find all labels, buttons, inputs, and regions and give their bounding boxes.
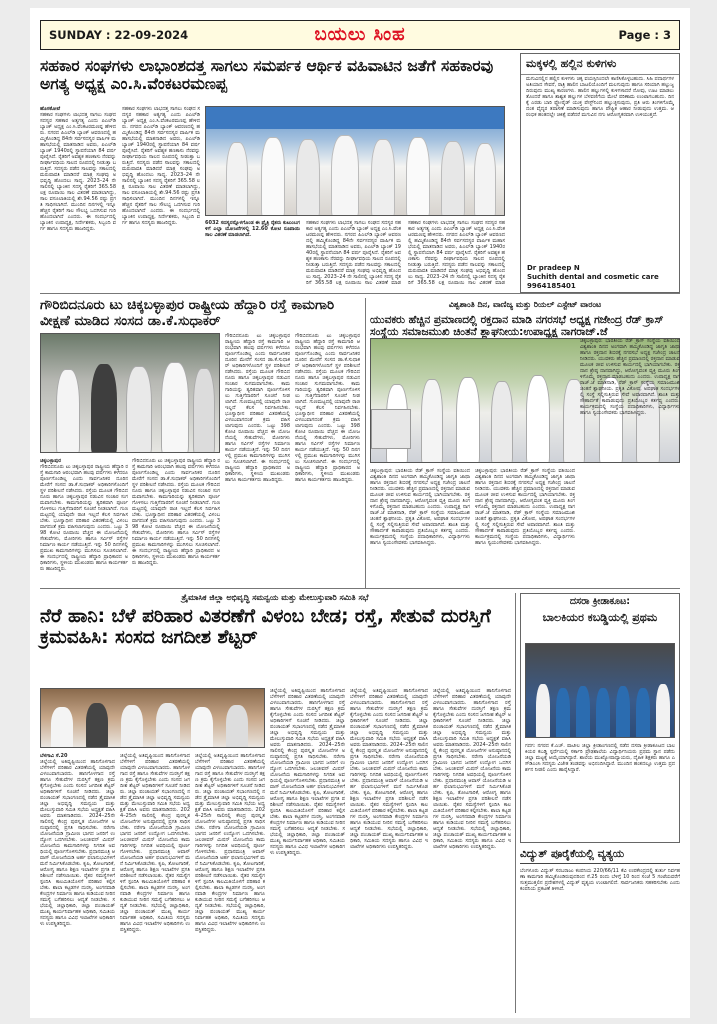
- story1-body-continued: ಸಹಕಾರ ಸಂಘಗಳು ಲಾಭದತ್ತ ಸಾಗಲು ಸಂಘದ ಸದಸ್ಯರ ಸಹಕಾರ ಅತ್ಯಗತ್ಯ ಎಂದು ಪಿಎಲ್‌ಡಿ ಬ್ಯಾಂಕ್ ಅಧ್ಯಕ್ಷ ಎಂ.ಸಿ.ವೆಂಕಟರಮಣಪ್ಪ ಹೇಳಿದರು. ನಗರದ ಪಿಎಲ್‌ಡಿ ಬ್ಯಾಂಕ್ ಆವರಣದಲ್ಲಿ ಹಮ್ಮಿಕೊಂಡಿದ್ದ 84ನೇ ಸರ್ವಸದಸ್ಯರ ವಾರ್ಷಿಕ ಮಹಾಸಭೆಯಲ್ಲಿ ಮಾತನಾಡಿದ ಅವರು, ಪಿಎಲ್‌ಡಿ ಬ್ಯಾಂಕ್ 1940ರಲ್ಲಿ ಸ್ಥಾಪನೆಯಾಗಿ 84 ವರ್ಷ ಪೂರೈಸಿದೆ. ರೈತರಿಗೆ ಅವಶ್ಯಕ ಹಣಕಾಸು ನೆರವನ್ನು ದೀರ್ಘಾವಧಿಯ ಸಾಲದ ರೂಪದಲ್ಲಿ ನೀಡುತ್ತಾ ಬರುತ್ತಿದೆ. ಸದಸ್ಯರು ಪಡೆದ ಸಾಲವನ್ನು ಸಕಾಲದಲ್ಲಿ ಮರುಪಾವತಿ ಮಾಡಿದರೆ ಮಾತ್ರ ಸಂಘವು ಅಭಿವೃದ್ಧಿ ಹೊಂದಲು ಸಾಧ್ಯ. 2023–24 ನೇ ಸಾಲಿನಲ್ಲಿ ಬ್ಯಾಂಕಿನ ಸದಸ್ಯ ರೈತರಿಗೆ 365.58 ಲಕ್ಷ ರೂಪಾಯಿ ಸಾಲ ವಿತರಣೆ ಮಾಡಲಾಗಿದ್ದು, ಸಾಲ ವಸೂಲಾತಿಯಲ್ಲಿ ಶೇ.94.56 ರಷ್ಟು ಪ್ರಗತಿ ಸಾಧಿಸಲಾಗಿದೆ. ಮುಂದಿನ ದಿನಗಳಲ್ಲಿ ಇನ್ನೂ ಹೆಚ್ಚಿನ ರೈತರಿಗೆ ಸಾಲ ಸೌಲಭ್ಯ ಒದಗಿಸುವ ಗುರಿ ಹೊಂದಲಾಗಿದೆ ಎಂದರು. ಈ ಸಂದರ್ಭದಲ್ಲಿ ಬ್ಯಾಂಕಿನ ಉಪಾಧ್ಯಕ್ಷ, ನಿರ್ದೇಶಕರು, ಸಿಬ್ಬಂದಿ ವರ್ಗ ಹಾಗೂ ಸದಸ್ಯರು ಹಾಜರಿದ್ದರು.: [122, 106, 200, 226]
- story5-text: [525, 743, 675, 841]
- story4-body-continued-2: ಜಿಲ್ಲೆಯಲ್ಲಿ ಅತಿವೃಷ್ಟಿಯಿಂದ ಹಾನಿಗೊಳಗಾದ ಬೆಳೆಗಳಿಗೆ ಪರಿಹಾರ ವಿತರಣೆಯಲ್ಲಿ ಯಾವುದೇ ವಿಳಂಬವಾಗಬಾರದು. ಹಾನಿಗೊಳಗಾದ ರಸ್ತೆ ಹಾಗೂ ಸೇತುವೆಗಳ ದುರಸ್ತಿಗೆ ತಕ್ಷಣ ಕ್ರಮ ಕೈಗೊಳ್ಳಬೇಕು ಎಂದು ಸಂಸದ ಜಗದೀಶ ಶೆಟ್ಟರ್ ಅಧಿಕಾರಿಗಳಿಗೆ ಸೂಚನೆ ನೀಡಿದರು. ಜಿಲ್ಲಾ ಪಂಚಾಯತ್ ಸಭಾಂಗಣದಲ್ಲಿ ನಡೆದ ತ್ರೈಮಾಸಿಕ ಜಿಲ್ಲಾ ಅಭಿವೃದ್ಧಿ ಸಮನ್ವಯ ಮತ್ತು ಮೇಲುಸ್ತುವಾರಿ ಸಮಿತಿ ಸಭೆಯ ಅಧ್ಯಕ್ಷತೆ ವಹಿಸಿ ಅವರು ಮಾತನಾಡಿದರು. 2024–25ನೇ ಸಾಲಿನಲ್ಲಿ ಕೇಂದ್ರ ಪುರಸ್ಕೃತ ಯೋಜನೆಗಳ ಅನುಷ್ಠಾನದಲ್ಲಿ ಪ್ರಗತಿ ಸಾಧಿಸಬೇಕು. ನರೇಗಾ ಯೋಜನೆಯಡಿ ಗ್ರಾಮೀಣ ಭಾಗದ ಜನರಿಗೆ ಉದ್ಯೋಗ ಒದಗಿಸಬೇಕು. ಜಲಜೀವನ್ ಮಿಷನ್ ಯೋಜನೆಯ ಕಾಮಗಾರಿಗಳನ್ನು ನಿಗದಿತ ಅವಧಿಯಲ್ಲಿ ಪೂರ್ಣಗೊಳಿಸಬೇಕು. ಪ್ರಧಾನಮಂತ್ರಿ ಆವಾಸ್ ಯೋಜನೆಯಡಿ ಅರ್ಹ ಫಲಾನುಭವಿಗಳಿಗೆ ಮನೆ ನಿರ್ಮಿಸಿಕೊಡಬೇಕು. ಕೃಷಿ, ತೋಟಗಾರಿಕೆ, ಆರೋಗ್ಯ ಹಾಗೂ ಶಿಕ್ಷಣ ಇಲಾಖೆಗಳ ಪ್ರಗತಿ ಪರಿಶೀಲನೆ ನಡೆಸಲಾಯಿತು. ರೈತರ ಸಮಸ್ಯೆಗಳಿಗೆ ಸ್ಪಂದಿಸಿ ಕಾಲಮಿತಿಯೊಳಗೆ ಪರಿಹಾರ ಕಲ್ಪಿಸಬೇಕು. ಶಾಲಾ ಕಟ್ಟಡಗಳ ದುರಸ್ತಿ, ಅಂಗನವಾಡಿ ಕೇಂದ್ರಗಳ ನಿರ್ಮಾಣ ಹಾಗೂ ಕುಡಿಯುವ ನೀರಿನ ಸಮಸ್ಯೆ ಬಗೆಹರಿಸಲು ಆದ್ಯತೆ ನೀಡಬೇಕು. ಸಭೆಯಲ್ಲಿ ಜಿಲ್ಲಾಧಿಕಾರಿ, ಜಿಲ್ಲಾ ಪಂಚಾಯತ್ ಮುಖ್ಯ ಕಾರ್ಯನಿರ್ವಾಹಕ ಅಧಿಕಾರಿ, ಸಮಿತಿಯ ಸದಸ್ಯರು ಹಾಗೂ ವಿವಿಧ ಇಲಾಖೆಗಳ ಅಧಿಕಾರಿಗಳು ಉಪಸ್ಥಿತರಿದ್ದರು.: [195, 753, 265, 933]
- newspaper-page: [30, 8, 690, 1018]
- story2-body-continued-2: ಗೌರಿಬಿದನೂರು ಟು ಚಿಕ್ಕಬಳ್ಳಾಪುರ ರಾಷ್ಟ್ರೀಯ ಹೆದ್ದಾರಿ ರಸ್ತೆ ಕಾಮಗಾರಿ ಆರಂಭವಾಗಿ ಹಲವು ವರ್ಷಗಳು ಕಳೆದರೂ ಪೂರ್ಣಗೊಂಡಿಲ್ಲ ಎಂದು ಸಾರ್ವಜನಿಕರ ದೂರಿನ ಮೇರೆಗೆ ಸಂಸದ ಡಾ.ಕೆ.ಸುಧಾಕರ್ ಅಧಿಕಾರಿಗಳೊಂದಿಗೆ ಸ್ಥಳ ಪರಿಶೀಲನೆ ನಡೆಸಿದರು. ರಸ್ತೆಯ ಮೂಲಕ ಗೌರಿಬಿದನೂರು ಹಾಗೂ ಚಿಕ್ಕಬಳ್ಳಾಪುರ ನಡುವಿನ ಸಂಚಾರ ಸುಗಮವಾಗಬೇಕು. ಕಾಮಗಾರಿಯನ್ನು ತ್ವರಿತವಾಗಿ ಪೂರ್ಣಗೊಳಿಸಲು ಗುತ್ತಿಗೆದಾರರಿಗೆ ಸೂಚನೆ ನೀಡಲಾಗಿದೆ. ಗುಣಮಟ್ಟದಲ್ಲಿ ಯಾವುದೇ ರಾಜಿ ಇಲ್ಲದೆ ಕೆಲಸ ನಿರ್ವಹಿಸಬೇಕು. ಭೂಸ್ವಾಧೀನ ಪರಿಹಾರ ವಿತರಣೆಯಲ್ಲಿ ವಿಳಂಬವಾಗದಂತೆ ಕ್ರಮ ವಹಿಸಲಾಗುವುದು ಎಂದರು. ಒಟ್ಟು 398 ಕೋಟಿ ರೂಪಾಯಿ ವೆಚ್ಚದ ಈ ಯೋಜನೆಯಲ್ಲಿ ಸೇತುವೆಗಳು, ಮೋರಿಗಳು ಹಾಗೂ ಸರ್ವಿಸ್ ರಸ್ತೆಗಳ ನಿರ್ಮಾಣ ಕಾರ್ಯ ನಡೆಯುತ್ತಿದೆ. ಇನ್ನು 50 ದಿನಗಳಲ್ಲಿ ಪ್ರಮುಖ ಕಾಮಗಾರಿಗಳನ್ನು ಮುಗಿಸಲು ಸೂಚಿಸಲಾಗಿದೆ. ಈ ಸಂದರ್ಭದಲ್ಲಿ ರಾಷ್ಟ್ರೀಯ ಹೆದ್ದಾರಿ ಪ್ರಾಧಿಕಾರದ ಅಧಿಕಾರಿಗಳು, ಸ್ಥಳೀಯ ಮುಖಂಡರು ಹಾಗೂ ಕಾರ್ಯಕರ್ತರು ಹಾಜರಿದ್ದರು.: [40, 464, 128, 572]
- story5-body: ಗದಗ: ನಗರದ ಕೆ.ಎಚ್. ಪಾಟೀಲ ಜಿಲ್ಲಾ ಕ್ರೀಡಾಂಗಣದಲ್ಲಿ ನಡೆದ ದಸರಾ ಕ್ರೀಡಾಕೂಟದ ಬಾಲಕಿಯರ ಕಬಡ್ಡಿ ಸ್ಪರ್ಧೆಯಲ್ಲಿ ಸರ್ಕಾರಿ ಪ್ರೌಢಶಾಲೆಯ ವಿದ್ಯಾರ್ಥಿನಿಯರು ಪ್ರಥಮ ಸ್ಥಾನ ಪಡೆದು ಜಿಲ್ಲಾ ಮಟ್ಟಕ್ಕೆ ಆಯ್ಕೆಯಾಗಿದ್ದಾರೆ. ಶಾಲೆಯ ಮುಖ್ಯೋಪಾಧ್ಯಾಯರು, ದೈಹಿಕ ಶಿಕ್ಷಕರು ಹಾಗೂ ಎಸ್‌ಡಿಎಂಸಿ ಸದಸ್ಯರು ವಿಜೇತ ತಂಡವನ್ನು ಅಭಿನಂದಿಸಿದ್ದಾರೆ. ಮುಂದಿನ ಹಂತದಲ್ಲೂ ಉತ್ತಮ ಪ್ರದರ್ಶನ ನೀಡಲಿ ಎಂದು ಹಾರೈಸಿದ್ದಾರೆ.: [525, 743, 675, 773]
- story2-body: ಗೌರಿಬಿದನೂರು ಟು ಚಿಕ್ಕಬಳ್ಳಾಪುರ ರಾಷ್ಟ್ರೀಯ ಹೆದ್ದಾರಿ ರಸ್ತೆ ಕಾಮಗಾರಿ ಆರಂಭವಾಗಿ ಹಲವು ವರ್ಷಗಳು ಕಳೆದರೂ ಪೂರ್ಣಗೊಂಡಿಲ್ಲ ಎಂದು ಸಾರ್ವಜನಿಕರ ದೂರಿನ ಮೇರೆಗೆ ಸಂಸದ ಡಾ.ಕೆ.ಸುಧಾಕರ್ ಅಧಿಕಾರಿಗಳೊಂದಿಗೆ ಸ್ಥಳ ಪರಿಶೀಲನೆ ನಡೆಸಿದರು. ರಸ್ತೆಯ ಮೂಲಕ ಗೌರಿಬಿದನೂರು ಹಾಗೂ ಚಿಕ್ಕಬಳ್ಳಾಪುರ ನಡುವಿನ ಸಂಚಾರ ಸುಗಮವಾಗಬೇಕು. ಕಾಮಗಾರಿಯನ್ನು ತ್ವರಿತವಾಗಿ ಪೂರ್ಣಗೊಳಿಸಲು ಗುತ್ತಿಗೆದಾರರಿಗೆ ಸೂಚನೆ ನೀಡಲಾಗಿದೆ. ಗುಣಮಟ್ಟದಲ್ಲಿ ಯಾವುದೇ ರಾಜಿ ಇಲ್ಲದೆ ಕೆಲಸ ನಿರ್ವಹಿಸಬೇಕು. ಭೂಸ್ವಾಧೀನ ಪರಿಹಾರ ವಿತರಣೆಯಲ್ಲಿ ವಿಳಂಬವಾಗದಂತೆ ಕ್ರಮ ವಹಿಸಲಾಗುವುದು ಎಂದರು. ಒಟ್ಟು 398 ಕೋಟಿ ರೂಪಾಯಿ ವೆಚ್ಚದ ಈ ಯೋಜನೆಯಲ್ಲಿ ಸೇತುವೆಗಳು, ಮೋರಿಗಳು ಹಾಗೂ ಸರ್ವಿಸ್ ರಸ್ತೆಗಳ ನಿರ್ಮಾಣ ಕಾರ್ಯ ನಡೆಯುತ್ತಿದೆ. ಇನ್ನು 50 ದಿನಗಳಲ್ಲಿ ಪ್ರಮುಖ ಕಾಮಗಾರಿಗಳನ್ನು ಮುಗಿಸಲು ಸೂಚಿಸಲಾಗಿದೆ. ಈ ಸಂದರ್ಭದಲ್ಲಿ ರಾಷ್ಟ್ರೀಯ ಹೆದ್ದಾರಿ ಪ್ರಾಧಿಕಾರದ ಅಧಿಕಾರಿಗಳು, ಸ್ಥಳೀಯ ಮುಖಂಡರು ಹಾಗೂ ಕಾರ್ಯಕರ್ತರು ಹಾಜರಿದ್ದರು.: [225, 333, 290, 483]
- story5-photo: [525, 643, 675, 738]
- story3-headline: ಯುವಕರು ಹೆಚ್ಚಿನ ಪ್ರಮಾಣದಲ್ಲಿ ರಕ್ತದಾನ ಮಾಡಿ ನಗರಸಭೆ ಅಧ್ಯಕ್ಷ ಗಜೇಂದ್ರ ರೆಡ್ ಕ್ರಾಸ್ ಸಂಸ್ಥೆಯ ಸಮಾಜಮುಖಿ ಚಿಂತನೆ ಶ್ಲಾಘನೀಯ:ಉಪಾಧ್ಯಕ್ಷ ನಾಗರಾಜ್.ಜೆ: [370, 314, 664, 339]
- story6-text: [520, 868, 680, 1013]
- story4-body: ಜಿಲ್ಲೆಯಲ್ಲಿ ಅತಿವೃಷ್ಟಿಯಿಂದ ಹಾನಿಗೊಳಗಾದ ಬೆಳೆಗಳಿಗೆ ಪರಿಹಾರ ವಿತರಣೆಯಲ್ಲಿ ಯಾವುದೇ ವಿಳಂಬವಾಗಬಾರದು. ಹಾನಿಗೊಳಗಾದ ರಸ್ತೆ ಹಾಗೂ ಸೇತುವೆಗಳ ದುರಸ್ತಿಗೆ ತಕ್ಷಣ ಕ್ರಮ ಕೈಗೊಳ್ಳಬೇಕು ಎಂದು ಸಂಸದ ಜಗದೀಶ ಶೆಟ್ಟರ್ ಅಧಿಕಾರಿಗಳಿಗೆ ಸೂಚನೆ ನೀಡಿದರು. ಜಿಲ್ಲಾ ಪಂಚಾಯತ್ ಸಭಾಂಗಣದಲ್ಲಿ ನಡೆದ ತ್ರೈಮಾಸಿಕ ಜಿಲ್ಲಾ ಅಭಿವೃದ್ಧಿ ಸಮನ್ವಯ ಮತ್ತು ಮೇಲುಸ್ತುವಾರಿ ಸಮಿತಿ ಸಭೆಯ ಅಧ್ಯಕ್ಷತೆ ವಹಿಸಿ ಅವರು ಮಾತನಾಡಿದರು. 2024–25ನೇ ಸಾಲಿನಲ್ಲಿ ಕೇಂದ್ರ ಪುರಸ್ಕೃತ ಯೋಜನೆಗಳ ಅನುಷ್ಠಾನದಲ್ಲಿ ಪ್ರಗತಿ ಸಾಧಿಸಬೇಕು. ನರೇಗಾ ಯೋಜನೆಯಡಿ ಗ್ರಾಮೀಣ ಭಾಗದ ಜನರಿಗೆ ಉದ್ಯೋಗ ಒದಗಿಸಬೇಕು. ಜಲಜೀವನ್ ಮಿಷನ್ ಯೋಜನೆಯ ಕಾಮಗಾರಿಗಳನ್ನು ನಿಗದಿತ ಅವಧಿಯಲ್ಲಿ ಪೂರ್ಣಗೊಳಿಸಬೇಕು. ಪ್ರಧಾನಮಂತ್ರಿ ಆವಾಸ್ ಯೋಜನೆಯಡಿ ಅರ್ಹ ಫಲಾನುಭವಿಗಳಿಗೆ ಮನೆ ನಿರ್ಮಿಸಿಕೊಡಬೇಕು. ಕೃಷಿ, ತೋಟಗಾರಿಕೆ, ಆರೋಗ್ಯ ಹಾಗೂ ಶಿಕ್ಷಣ ಇಲಾಖೆಗಳ ಪ್ರಗತಿ ಪರಿಶೀಲನೆ ನಡೆಸಲಾಯಿತು. ರೈತರ ಸಮಸ್ಯೆಗಳಿಗೆ ಸ್ಪಂದಿಸಿ ಕಾಲಮಿತಿಯೊಳಗೆ ಪರಿಹಾರ ಕಲ್ಪಿಸಬೇಕು. ಶಾಲಾ ಕಟ್ಟಡಗಳ ದುರಸ್ತಿ, ಅಂಗನವಾಡಿ ಕೇಂದ್ರಗಳ ನಿರ್ಮಾಣ ಹಾಗೂ ಕುಡಿಯುವ ನೀರಿನ ಸಮಸ್ಯೆ ಬಗೆಹರಿಸಲು ಆದ್ಯತೆ ನೀಡಬೇಕು. ಸಭೆಯಲ್ಲಿ ಜಿಲ್ಲಾಧಿಕಾರಿ, ಜಿಲ್ಲಾ ಪಂಚಾಯತ್ ಮುಖ್ಯ ಕಾರ್ಯನಿರ್ವಾಹಕ ಅಧಿಕಾರಿ, ಸಮಿತಿಯ ಸದಸ್ಯರು ಹಾಗೂ ವಿವಿಧ ಇಲಾಖೆಗಳ ಅಧಿಕಾರಿಗಳು ಉಪಸ್ಥಿತರಿದ್ದರು.: [40, 759, 115, 927]
- story2-column-2: [295, 333, 360, 588]
- story4-column-3: [195, 753, 265, 1013]
- issue-date: SUNDAY : 22-09-2024: [49, 28, 189, 42]
- story4-column-1: [40, 753, 115, 1013]
- story4-body-continued-3: ಜಿಲ್ಲೆಯಲ್ಲಿ ಅತಿವೃಷ್ಟಿಯಿಂದ ಹಾನಿಗೊಳಗಾದ ಬೆಳೆಗಳಿಗೆ ಪರಿಹಾರ ವಿತರಣೆಯಲ್ಲಿ ಯಾವುದೇ ವಿಳಂಬವಾಗಬಾರದು. ಹಾನಿಗೊಳಗಾದ ರಸ್ತೆ ಹಾಗೂ ಸೇತುವೆಗಳ ದುರಸ್ತಿಗೆ ತಕ್ಷಣ ಕ್ರಮ ಕೈಗೊಳ್ಳಬೇಕು ಎಂದು ಸಂಸದ ಜಗದೀಶ ಶೆಟ್ಟರ್ ಅಧಿಕಾರಿಗಳಿಗೆ ಸೂಚನೆ ನೀಡಿದರು. ಜಿಲ್ಲಾ ಪಂಚಾಯತ್ ಸಭಾಂಗಣದಲ್ಲಿ ನಡೆದ ತ್ರೈಮಾಸಿಕ ಜಿಲ್ಲಾ ಅಭಿವೃದ್ಧಿ ಸಮನ್ವಯ ಮತ್ತು ಮೇಲುಸ್ತುವಾರಿ ಸಮಿತಿ ಸಭೆಯ ಅಧ್ಯಕ್ಷತೆ ವಹಿಸಿ ಅವರು ಮಾತನಾಡಿದರು. 2024–25ನೇ ಸಾಲಿನಲ್ಲಿ ಕೇಂದ್ರ ಪುರಸ್ಕೃತ ಯೋಜನೆಗಳ ಅನುಷ್ಠಾನದಲ್ಲಿ ಪ್ರಗತಿ ಸಾಧಿಸಬೇಕು. ನರೇಗಾ ಯೋಜನೆಯಡಿ ಗ್ರಾಮೀಣ ಭಾಗದ ಜನರಿಗೆ ಉದ್ಯೋಗ ಒದಗಿಸಬೇಕು. ಜಲಜೀವನ್ ಮಿಷನ್ ಯೋಜನೆಯ ಕಾಮಗಾರಿಗಳನ್ನು ನಿಗದಿತ ಅವಧಿಯಲ್ಲಿ ಪೂರ್ಣಗೊಳಿಸಬೇಕು. ಪ್ರಧಾನಮಂತ್ರಿ ಆವಾಸ್ ಯೋಜನೆಯಡಿ ಅರ್ಹ ಫಲಾನುಭವಿಗಳಿಗೆ ಮನೆ ನಿರ್ಮಿಸಿಕೊಡಬೇಕು. ಕೃಷಿ, ತೋಟಗಾರಿಕೆ, ಆರೋಗ್ಯ ಹಾಗೂ ಶಿಕ್ಷಣ ಇಲಾಖೆಗಳ ಪ್ರಗತಿ ಪರಿಶೀಲನೆ ನಡೆಸಲಾಯಿತು. ರೈತರ ಸಮಸ್ಯೆಗಳಿಗೆ ಸ್ಪಂದಿಸಿ ಕಾಲಮಿತಿಯೊಳಗೆ ಪರಿಹಾರ ಕಲ್ಪಿಸಬೇಕು. ಶಾಲಾ ಕಟ್ಟಡಗಳ ದುರಸ್ತಿ, ಅಂಗನವಾಡಿ ಕೇಂದ್ರಗಳ ನಿರ್ಮಾಣ ಹಾಗೂ ಕುಡಿಯುವ ನೀರಿನ ಸಮಸ್ಯೆ ಬಗೆಹರಿಸಲು ಆದ್ಯತೆ ನೀಡಬೇಕು. ಸಭೆಯಲ್ಲಿ ಜಿಲ್ಲಾಧಿಕಾರಿ, ಜಿಲ್ಲಾ ಪಂಚಾಯತ್ ಮುಖ್ಯ ಕಾರ್ಯನಿರ್ವಾಹಕ ಅಧಿಕಾರಿ, ಸಮಿತಿಯ ಸದಸ್ಯರು ಹಾಗೂ ವಿವಿಧ ಇಲಾಖೆಗಳ ಅಧಿಕಾರಿಗಳು ಉಪಸ್ಥಿತರಿದ್ದರು.: [270, 688, 345, 856]
- story2-column-4: [132, 458, 220, 588]
- story3-column-3: [580, 338, 680, 588]
- story4-body-continued-5: ಜಿಲ್ಲೆಯಲ್ಲಿ ಅತಿವೃಷ್ಟಿಯಿಂದ ಹಾನಿಗೊಳಗಾದ ಬೆಳೆಗಳಿಗೆ ಪರಿಹಾರ ವಿತರಣೆಯಲ್ಲಿ ಯಾವುದೇ ವಿಳಂಬವಾಗಬಾರದು. ಹಾನಿಗೊಳಗಾದ ರಸ್ತೆ ಹಾಗೂ ಸೇತುವೆಗಳ ದುರಸ್ತಿಗೆ ತಕ್ಷಣ ಕ್ರಮ ಕೈಗೊಳ್ಳಬೇಕು ಎಂದು ಸಂಸದ ಜಗದೀಶ ಶೆಟ್ಟರ್ ಅಧಿಕಾರಿಗಳಿಗೆ ಸೂಚನೆ ನೀಡಿದರು. ಜಿಲ್ಲಾ ಪಂಚಾಯತ್ ಸಭಾಂಗಣದಲ್ಲಿ ನಡೆದ ತ್ರೈಮಾಸಿಕ ಜಿಲ್ಲಾ ಅಭಿವೃದ್ಧಿ ಸಮನ್ವಯ ಮತ್ತು ಮೇಲುಸ್ತುವಾರಿ ಸಮಿತಿ ಸಭೆಯ ಅಧ್ಯಕ್ಷತೆ ವಹಿಸಿ ಅವರು ಮಾತನಾಡಿದರು. 2024–25ನೇ ಸಾಲಿನಲ್ಲಿ ಕೇಂದ್ರ ಪುರಸ್ಕೃತ ಯೋಜನೆಗಳ ಅನುಷ್ಠಾನದಲ್ಲಿ ಪ್ರಗತಿ ಸಾಧಿಸಬೇಕು. ನರೇಗಾ ಯೋಜನೆಯಡಿ ಗ್ರಾಮೀಣ ಭಾಗದ ಜನರಿಗೆ ಉದ್ಯೋಗ ಒದಗಿಸಬೇಕು. ಜಲಜೀವನ್ ಮಿಷನ್ ಯೋಜನೆಯ ಕಾಮಗಾರಿಗಳನ್ನು ನಿಗದಿತ ಅವಧಿಯಲ್ಲಿ ಪೂರ್ಣಗೊಳಿಸಬೇಕು. ಪ್ರಧಾನಮಂತ್ರಿ ಆವಾಸ್ ಯೋಜನೆಯಡಿ ಅರ್ಹ ಫಲಾನುಭವಿಗಳಿಗೆ ಮನೆ ನಿರ್ಮಿಸಿಕೊಡಬೇಕು. ಕೃಷಿ, ತೋಟಗಾರಿಕೆ, ಆರೋಗ್ಯ ಹಾಗೂ ಶಿಕ್ಷಣ ಇಲಾಖೆಗಳ ಪ್ರಗತಿ ಪರಿಶೀಲನೆ ನಡೆಸಲಾಯಿತು. ರೈತರ ಸಮಸ್ಯೆಗಳಿಗೆ ಸ್ಪಂದಿಸಿ ಕಾಲಮಿತಿಯೊಳಗೆ ಪರಿಹಾರ ಕಲ್ಪಿಸಬೇಕು. ಶಾಲಾ ಕಟ್ಟಡಗಳ ದುರಸ್ತಿ, ಅಂಗನವಾಡಿ ಕೇಂದ್ರಗಳ ನಿರ್ಮಾಣ ಹಾಗೂ ಕುಡಿಯುವ ನೀರಿನ ಸಮಸ್ಯೆ ಬಗೆಹರಿಸಲು ಆದ್ಯತೆ ನೀಡಬೇಕು. ಸಭೆಯಲ್ಲಿ ಜಿಲ್ಲಾಧಿಕಾರಿ, ಜಿಲ್ಲಾ ಪಂಚಾಯತ್ ಮುಖ್ಯ ಕಾರ್ಯನಿರ್ವಾಹಕ ಅಧಿಕಾರಿ, ಸಮಿತಿಯ ಸದಸ್ಯರು ಹಾಗೂ ವಿವಿಧ ಇಲಾಖೆಗಳ ಅಧಿಕಾರಿಗಳು ಉಪಸ್ಥಿತರಿದ್ದರು.: [433, 688, 511, 850]
- story4-headline: ನೆರೆ ಹಾನಿ: ಬೆಳೆ ಪರಿಹಾರ ವಿತರಣೆಗೆ ವಿಳಂಬ ಬೇಡ; ರಸ್ತೆ, ಸೇತುವೆ ದುರಸ್ತಿಗೆ ಕ್ರಮವಹಿಸಿ: ಸಂಸದ ಜಗದೀಶ ಶೆಟ್ಟರ್: [40, 606, 491, 649]
- section-divider-2: [40, 588, 680, 589]
- story2-headline: ಗೌರಿಬಿದನೂರು ಟು ಚಿಕ್ಕಬಳ್ಳಾಪುರ ರಾಷ್ಟ್ರೀಯ ಹೆದ್ದಾರಿ ರಸ್ತೆ ಕಾಮಗಾರಿ ವೀಕ್ಷಣೆ ಮಾಡಿದ ಸಂಸದ ಡಾ.ಕೆ.ಸುಧಾಕರ್: [40, 297, 335, 329]
- story4-column-2: [120, 753, 190, 1013]
- column-divider-2: [515, 593, 516, 1013]
- health-column-body: ಮಗುವಿನಲ್ಲಿನ ಹಲ್ಲಿನ ಕುಳಿಗಳು ಚಿಕ್ಕ ವಯಸ್ಸಿನಿಂದಲೇ ಕಾಣಿಸಿಕೊಳ್ಳಬಹುದು. ಸಿಹಿ ಪದಾರ್ಥಗಳ ಅತಿಯಾದ ಸೇವನೆ, ರಾತ್ರಿ ಹಾಲಿನ ಬಾಟಲಿಯೊಂದಿಗೆ ಮಲಗುವುದು ಹಾಗೂ ಸರಿಯಾಗಿ ಹಲ್ಲುಜ್ಜದಿರುವುದು ಮುಖ್ಯ ಕಾರಣಗಳು. ಹಾಲಿನ ಹಲ್ಲುಗಳಲ್ಲಿ ಕುಳಿಗಳಾದರೆ ನೋವು, ಊಟ ಮಾಡಲು ತೊಂದರೆ ಹಾಗೂ ಶಾಶ್ವತ ಹಲ್ಲುಗಳ ಬೆಳವಣಿಗೆಯ ಮೇಲೆ ಪರಿಣಾಮ ಉಂಟಾಗಬಹುದು. ದಿನಕ್ಕೆ ಎರಡು ಬಾರಿ ಫ್ಲೋರೈಡ್ ಯುಕ್ತ ಪೇಸ್ಟ್‌ನಿಂದ ಹಲ್ಲುಜ್ಜಿಸುವುದು, ಪ್ರತಿ ಆರು ತಿಂಗಳಿಗೊಮ್ಮೆ ದಂತ ವೈದ್ಯರ ತಪಾಸಣೆ ಮಾಡಿಸುವುದು ಹಾಗೂ ಪೌಷ್ಟಿಕ ಆಹಾರ ನೀಡುವುದು ಉತ್ತಮ. ಆರಂಭಿಕ ಹಂತದಲ್ಲೇ ಚಿಕಿತ್ಸೆ ಪಡೆದರೆ ಮಗುವಿನ ನಗು ಆರೋಗ್ಯಕರವಾಗಿ ಉಳಿಯುತ್ತದೆ.: [526, 76, 674, 118]
- story4-photo: [40, 688, 265, 748]
- story1-photo: [205, 106, 505, 216]
- story2-column-1: [225, 333, 290, 588]
- story2-dateline: ಚಿಕ್ಕಬಳ್ಳಾಪುರ: [40, 458, 61, 464]
- story6-headline: ವಿದ್ಯುತ್ ಪೂರೈಕೆಯಲ್ಲಿ ವ್ಯತ್ಯಯ: [520, 848, 680, 864]
- story5-headline: ಬಾಲಕಿಯರ ಕಬಡ್ಡಿಯಲ್ಲಿ ಪ್ರಥಮ: [542, 611, 658, 624]
- health-column-heading: ಮಕ್ಕಳಲ್ಲಿ ಹಲ್ಲಿನ ಕುಳಿಗಳು: [521, 54, 679, 75]
- clinic-name: Suchith dental and cosmetic care: [527, 272, 659, 281]
- story4-column-6: [433, 688, 511, 1013]
- story1-dateline: ಹೊಸಕೋಟೆ: [40, 106, 61, 112]
- section-divider: [40, 293, 680, 294]
- story5-kicker: ದಸರಾ ಕ್ರೀಡಾಕೂಟ:: [521, 594, 679, 609]
- story4-kicker: ತ್ರೈಮಾಸಿಕ ಜಿಲ್ಲಾ ಅಭಿವೃದ್ಧಿ ಸಮನ್ವಯ ಮತ್ತು ಮೇಲುಸ್ತುವಾರಿ ಸಮಿತಿ ಸಭೆ: [181, 593, 369, 602]
- story1-column-4: [408, 220, 505, 286]
- story2-photo: [40, 333, 220, 453]
- story3-body-continued: ಚಿಕ್ಕಬಳ್ಳಾಪುರ: ಭಾರತೀಯ ರೆಡ್ ಕ್ರಾಸ್ ಸಂಸ್ಥೆಯ ವತಿಯಿಂದ ವಿಶ್ವಶಾಂತಿ ದಿನದ ಅಂಗವಾಗಿ ಹಮ್ಮಿಕೊಂಡಿದ್ದ ಜಾಗೃತಿ ಜಾಥಾ ಹಾಗೂ ರಕ್ತದಾನ ಶಿಬಿರಕ್ಕೆ ನಗರಸಭೆ ಅಧ್ಯಕ್ಷ ಗಜೇಂದ್ರ ಚಾಲನೆ ನೀಡಿದರು. ಯುವಕರು ಹೆಚ್ಚಿನ ಪ್ರಮಾಣದಲ್ಲಿ ರಕ್ತದಾನ ಮಾಡುವ ಮೂಲಕ ಜೀವ ಉಳಿಸುವ ಕಾರ್ಯದಲ್ಲಿ ಭಾಗಿಯಾಗಬೇಕು. ರಕ್ತದಾನ ಶ್ರೇಷ್ಠ ದಾನವಾಗಿದ್ದು, ಆರೋಗ್ಯವಂತ ವ್ಯಕ್ತಿ ಮೂರು ತಿಂಗಳಿಗೊಮ್ಮೆ ರಕ್ತದಾನ ಮಾಡಬಹುದು ಎಂದರು. ಉಪಾಧ್ಯಕ್ಷ ನಾಗರಾಜ್.ಜೆ ಮಾತನಾಡಿ, ರೆಡ್ ಕ್ರಾಸ್ ಸಂಸ್ಥೆಯ ಸಮಾಜಮುಖಿ ಚಿಂತನೆ ಶ್ಲಾಘನೀಯ. ಪ್ರಕೃತಿ ವಿಕೋಪ, ಅಪಘಾತ ಸಂದರ್ಭಗಳಲ್ಲಿ ಸಂಸ್ಥೆ ಸಲ್ಲಿಸುತ್ತಿರುವ ಸೇವೆ ಅಪಾರವಾಗಿದೆ. ಶಾಂತಿ ಮತ್ತು ಸೌಹಾರ್ದತೆ ಕಾಪಾಡುವುದು ಪ್ರತಿಯೊಬ್ಬರ ಕರ್ತವ್ಯ ಎಂದರು. ಕಾರ್ಯಕ್ರಮದಲ್ಲಿ ಸಂಸ್ಥೆಯ ಪದಾಧಿಕಾರಿಗಳು, ವಿದ್ಯಾರ್ಥಿಗಳು ಹಾಗೂ ಸ್ವಯಂಸೇವಕರು ಭಾಗವಹಿಸಿದ್ದರು.: [475, 468, 575, 546]
- story3-body-continued-2: ಚಿಕ್ಕಬಳ್ಳಾಪುರ: ಭಾರತೀಯ ರೆಡ್ ಕ್ರಾಸ್ ಸಂಸ್ಥೆಯ ವತಿಯಿಂದ ವಿಶ್ವಶಾಂತಿ ದಿನದ ಅಂಗವಾಗಿ ಹಮ್ಮಿಕೊಂಡಿದ್ದ ಜಾಗೃತಿ ಜಾಥಾ ಹಾಗೂ ರಕ್ತದಾನ ಶಿಬಿರಕ್ಕೆ ನಗರಸಭೆ ಅಧ್ಯಕ್ಷ ಗಜೇಂದ್ರ ಚಾಲನೆ ನೀಡಿದರು. ಯುವಕರು ಹೆಚ್ಚಿನ ಪ್ರಮಾಣದಲ್ಲಿ ರಕ್ತದಾನ ಮಾಡುವ ಮೂಲಕ ಜೀವ ಉಳಿಸುವ ಕಾರ್ಯದಲ್ಲಿ ಭಾಗಿಯಾಗಬೇಕು. ರಕ್ತದಾನ ಶ್ರೇಷ್ಠ ದಾನವಾಗಿದ್ದು, ಆರೋಗ್ಯವಂತ ವ್ಯಕ್ತಿ ಮೂರು ತಿಂಗಳಿಗೊಮ್ಮೆ ರಕ್ತದಾನ ಮಾಡಬಹುದು ಎಂದರು. ಉಪಾಧ್ಯಕ್ಷ ನಾಗರಾಜ್.ಜೆ ಮಾತನಾಡಿ, ರೆಡ್ ಕ್ರಾಸ್ ಸಂಸ್ಥೆಯ ಸಮಾಜಮುಖಿ ಚಿಂತನೆ ಶ್ಲಾಘನೀಯ. ಪ್ರಕೃತಿ ವಿಕೋಪ, ಅಪಘಾತ ಸಂದರ್ಭಗಳಲ್ಲಿ ಸಂಸ್ಥೆ ಸಲ್ಲಿಸುತ್ತಿರುವ ಸೇವೆ ಅಪಾರವಾಗಿದೆ. ಶಾಂತಿ ಮತ್ತು ಸೌಹಾರ್ದತೆ ಕಾಪಾಡುವುದು ಪ್ರತಿಯೊಬ್ಬರ ಕರ್ತವ್ಯ ಎಂದರು. ಕಾರ್ಯಕ್ರಮದಲ್ಲಿ ಸಂಸ್ಥೆಯ ಪದಾಧಿಕಾರಿಗಳು, ವಿದ್ಯಾರ್ಥಿಗಳು ಹಾಗೂ ಸ್ವಯಂಸೇವಕರು ಭಾಗವಹಿಸಿದ್ದರು.: [580, 338, 680, 416]
- story3-body: ಚಿಕ್ಕಬಳ್ಳಾಪುರ: ಭಾರತೀಯ ರೆಡ್ ಕ್ರಾಸ್ ಸಂಸ್ಥೆಯ ವತಿಯಿಂದ ವಿಶ್ವಶಾಂತಿ ದಿನದ ಅಂಗವಾಗಿ ಹಮ್ಮಿಕೊಂಡಿದ್ದ ಜಾಗೃತಿ ಜಾಥಾ ಹಾಗೂ ರಕ್ತದಾನ ಶಿಬಿರಕ್ಕೆ ನಗರಸಭೆ ಅಧ್ಯಕ್ಷ ಗಜೇಂದ್ರ ಚಾಲನೆ ನೀಡಿದರು. ಯುವಕರು ಹೆಚ್ಚಿನ ಪ್ರಮಾಣದಲ್ಲಿ ರಕ್ತದಾನ ಮಾಡುವ ಮೂಲಕ ಜೀವ ಉಳಿಸುವ ಕಾರ್ಯದಲ್ಲಿ ಭಾಗಿಯಾಗಬೇಕು. ರಕ್ತದಾನ ಶ್ರೇಷ್ಠ ದಾನವಾಗಿದ್ದು, ಆರೋಗ್ಯವಂತ ವ್ಯಕ್ತಿ ಮೂರು ತಿಂಗಳಿಗೊಮ್ಮೆ ರಕ್ತದಾನ ಮಾಡಬಹುದು ಎಂದರು. ಉಪಾಧ್ಯಕ್ಷ ನಾಗರಾಜ್.ಜೆ ಮಾತನಾಡಿ, ರೆಡ್ ಕ್ರಾಸ್ ಸಂಸ್ಥೆಯ ಸಮಾಜಮುಖಿ ಚಿಂತನೆ ಶ್ಲಾಘನೀಯ. ಪ್ರಕೃತಿ ವಿಕೋಪ, ಅಪಘಾತ ಸಂದರ್ಭಗಳಲ್ಲಿ ಸಂಸ್ಥೆ ಸಲ್ಲಿಸುತ್ತಿರುವ ಸೇವೆ ಅಪಾರವಾಗಿದೆ. ಶಾಂತಿ ಮತ್ತು ಸೌಹಾರ್ದತೆ ಕಾಪಾಡುವುದು ಪ್ರತಿಯೊಬ್ಬರ ಕರ್ತವ್ಯ ಎಂದರು. ಕಾರ್ಯಕ್ರಮದಲ್ಲಿ ಸಂಸ್ಥೆಯ ಪದಾಧಿಕಾರಿಗಳು, ವಿದ್ಯಾರ್ಥಿಗಳು ಹಾಗೂ ಸ್ವಯಂಸೇವಕರು ಭಾಗವಹಿಸಿದ್ದರು.: [370, 468, 470, 546]
- column-divider: [365, 298, 366, 588]
- health-column-credit: [527, 264, 659, 290]
- story1-body-continued-2: ಸಹಕಾರ ಸಂಘಗಳು ಲಾಭದತ್ತ ಸಾಗಲು ಸಂಘದ ಸದಸ್ಯರ ಸಹಕಾರ ಅತ್ಯಗತ್ಯ ಎಂದು ಪಿಎಲ್‌ಡಿ ಬ್ಯಾಂಕ್ ಅಧ್ಯಕ್ಷ ಎಂ.ಸಿ.ವೆಂಕಟರಮಣಪ್ಪ ಹೇಳಿದರು. ನಗರದ ಪಿಎಲ್‌ಡಿ ಬ್ಯಾಂಕ್ ಆವರಣದಲ್ಲಿ ಹಮ್ಮಿಕೊಂಡಿದ್ದ 84ನೇ ಸರ್ವಸದಸ್ಯರ ವಾರ್ಷಿಕ ಮಹಾಸಭೆಯಲ್ಲಿ ಮಾತನಾಡಿದ ಅವರು, ಪಿಎಲ್‌ಡಿ ಬ್ಯಾಂಕ್ 1940ರಲ್ಲಿ ಸ್ಥಾಪನೆಯಾಗಿ 84 ವರ್ಷ ಪೂರೈಸಿದೆ. ರೈತರಿಗೆ ಅವಶ್ಯಕ ಹಣಕಾಸು ನೆರವನ್ನು ದೀರ್ಘಾವಧಿಯ ಸಾಲದ ರೂಪದಲ್ಲಿ ನೀಡುತ್ತಾ ಬರುತ್ತಿದೆ. ಸದಸ್ಯರು ಪಡೆದ ಸಾಲವನ್ನು ಸಕಾಲದಲ್ಲಿ ಮರುಪಾವತಿ ಮಾಡಿದರೆ ಮಾತ್ರ ಸಂಘವು ಅಭಿವೃದ್ಧಿ ಹೊಂದಲು ಸಾಧ್ಯ. 2023–24 ನೇ ಸಾಲಿನಲ್ಲಿ ಬ್ಯಾಂಕಿನ ಸದಸ್ಯ ರೈತರಿಗೆ 365.58 ಲಕ್ಷ ರೂಪಾಯಿ ಸಾಲ ವಿತರಣೆ ಮಾಡ: [306, 220, 401, 286]
- story4-body-continued-4: ಜಿಲ್ಲೆಯಲ್ಲಿ ಅತಿವೃಷ್ಟಿಯಿಂದ ಹಾನಿಗೊಳಗಾದ ಬೆಳೆಗಳಿಗೆ ಪರಿಹಾರ ವಿತರಣೆಯಲ್ಲಿ ಯಾವುದೇ ವಿಳಂಬವಾಗಬಾರದು. ಹಾನಿಗೊಳಗಾದ ರಸ್ತೆ ಹಾಗೂ ಸೇತುವೆಗಳ ದುರಸ್ತಿಗೆ ತಕ್ಷಣ ಕ್ರಮ ಕೈಗೊಳ್ಳಬೇಕು ಎಂದು ಸಂಸದ ಜಗದೀಶ ಶೆಟ್ಟರ್ ಅಧಿಕಾರಿಗಳಿಗೆ ಸೂಚನೆ ನೀಡಿದರು. ಜಿಲ್ಲಾ ಪಂಚಾಯತ್ ಸಭಾಂಗಣದಲ್ಲಿ ನಡೆದ ತ್ರೈಮಾಸಿಕ ಜಿಲ್ಲಾ ಅಭಿವೃದ್ಧಿ ಸಮನ್ವಯ ಮತ್ತು ಮೇಲುಸ್ತುವಾರಿ ಸಮಿತಿ ಸಭೆಯ ಅಧ್ಯಕ್ಷತೆ ವಹಿಸಿ ಅವರು ಮಾತನಾಡಿದರು. 2024–25ನೇ ಸಾಲಿನಲ್ಲಿ ಕೇಂದ್ರ ಪುರಸ್ಕೃತ ಯೋಜನೆಗಳ ಅನುಷ್ಠಾನದಲ್ಲಿ ಪ್ರಗತಿ ಸಾಧಿಸಬೇಕು. ನರೇಗಾ ಯೋಜನೆಯಡಿ ಗ್ರಾಮೀಣ ಭಾಗದ ಜನರಿಗೆ ಉದ್ಯೋಗ ಒದಗಿಸಬೇಕು. ಜಲಜೀವನ್ ಮಿಷನ್ ಯೋಜನೆಯ ಕಾಮಗಾರಿಗಳನ್ನು ನಿಗದಿತ ಅವಧಿಯಲ್ಲಿ ಪೂರ್ಣಗೊಳಿಸಬೇಕು. ಪ್ರಧಾನಮಂತ್ರಿ ಆವಾಸ್ ಯೋಜನೆಯಡಿ ಅರ್ಹ ಫಲಾನುಭವಿಗಳಿಗೆ ಮನೆ ನಿರ್ಮಿಸಿಕೊಡಬೇಕು. ಕೃಷಿ, ತೋಟಗಾರಿಕೆ, ಆರೋಗ್ಯ ಹಾಗೂ ಶಿಕ್ಷಣ ಇಲಾಖೆಗಳ ಪ್ರಗತಿ ಪರಿಶೀಲನೆ ನಡೆಸಲಾಯಿತು. ರೈತರ ಸಮಸ್ಯೆಗಳಿಗೆ ಸ್ಪಂದಿಸಿ ಕಾಲಮಿತಿಯೊಳಗೆ ಪರಿಹಾರ ಕಲ್ಪಿಸಬೇಕು. ಶಾಲಾ ಕಟ್ಟಡಗಳ ದುರಸ್ತಿ, ಅಂಗನವಾಡಿ ಕೇಂದ್ರಗಳ ನಿರ್ಮಾಣ ಹಾಗೂ ಕುಡಿಯುವ ನೀರಿನ ಸಮಸ್ಯೆ ಬಗೆಹರಿಸಲು ಆದ್ಯತೆ ನೀಡಬೇಕು. ಸಭೆಯಲ್ಲಿ ಜಿಲ್ಲಾಧಿಕಾರಿ, ಜಿಲ್ಲಾ ಪಂಚಾಯತ್ ಮುಖ್ಯ ಕಾರ್ಯನಿರ್ವಾಹಕ ಅಧಿಕಾರಿ, ಸಮಿತಿಯ ಸದಸ್ಯರು ಹಾಗೂ ವಿವಿಧ ಇಲಾಖೆಗಳ ಅಧಿಕಾರಿಗಳು ಉಪಸ್ಥಿತರಿದ್ದರು.: [350, 688, 428, 850]
- story1-column-1: [40, 106, 116, 286]
- page-number: Page : 3: [618, 28, 671, 42]
- story2-body-continued: ಗೌರಿಬಿದನೂರು ಟು ಚಿಕ್ಕಬಳ್ಳಾಪುರ ರಾಷ್ಟ್ರೀಯ ಹೆದ್ದಾರಿ ರಸ್ತೆ ಕಾಮಗಾರಿ ಆರಂಭವಾಗಿ ಹಲವು ವರ್ಷಗಳು ಕಳೆದರೂ ಪೂರ್ಣಗೊಂಡಿಲ್ಲ ಎಂದು ಸಾರ್ವಜನಿಕರ ದೂರಿನ ಮೇರೆಗೆ ಸಂಸದ ಡಾ.ಕೆ.ಸುಧಾಕರ್ ಅಧಿಕಾರಿಗಳೊಂದಿಗೆ ಸ್ಥಳ ಪರಿಶೀಲನೆ ನಡೆಸಿದರು. ರಸ್ತೆಯ ಮೂಲಕ ಗೌರಿಬಿದನೂರು ಹಾಗೂ ಚಿಕ್ಕಬಳ್ಳಾಪುರ ನಡುವಿನ ಸಂಚಾರ ಸುಗಮವಾಗಬೇಕು. ಕಾಮಗಾರಿಯನ್ನು ತ್ವರಿತವಾಗಿ ಪೂರ್ಣಗೊಳಿಸಲು ಗುತ್ತಿಗೆದಾರರಿಗೆ ಸೂಚನೆ ನೀಡಲಾಗಿದೆ. ಗುಣಮಟ್ಟದಲ್ಲಿ ಯಾವುದೇ ರಾಜಿ ಇಲ್ಲದೆ ಕೆಲಸ ನಿರ್ವಹಿಸಬೇಕು. ಭೂಸ್ವಾಧೀನ ಪರಿಹಾರ ವಿತರಣೆಯಲ್ಲಿ ವಿಳಂಬವಾಗದಂತೆ ಕ್ರಮ ವಹಿಸಲಾಗುವುದು ಎಂದರು. ಒಟ್ಟು 398 ಕೋಟಿ ರೂಪಾಯಿ ವೆಚ್ಚದ ಈ ಯೋಜನೆಯಲ್ಲಿ ಸೇತುವೆಗಳು, ಮೋರಿಗಳು ಹಾಗೂ ಸರ್ವಿಸ್ ರಸ್ತೆಗಳ ನಿರ್ಮಾಣ ಕಾರ್ಯ ನಡೆಯುತ್ತಿದೆ. ಇನ್ನು 50 ದಿನಗಳಲ್ಲಿ ಪ್ರಮುಖ ಕಾಮಗಾರಿಗಳನ್ನು ಮುಗಿಸಲು ಸೂಚಿಸಲಾಗಿದೆ. ಈ ಸಂದರ್ಭದಲ್ಲಿ ರಾಷ್ಟ್ರೀಯ ಹೆದ್ದಾರಿ ಪ್ರಾಧಿಕಾರದ ಅಧಿಕಾರಿಗಳು, ಸ್ಥಳೀಯ ಮುಖಂಡರು ಹಾಗೂ ಕಾರ್ಯಕರ್ತರು ಹಾಜರಿದ್ದರು.: [295, 333, 360, 483]
- story4-column-4: [270, 688, 345, 1013]
- masthead: [40, 20, 680, 50]
- story3-kicker: ವಿಶ್ವಶಾಂತಿ ದಿನ, ವಾಣಿಜ್ಯ ಮತ್ತು ರಿಯಲ್ ಎಸ್ಟೇಟ್ ವಾರಂಟ: [448, 300, 602, 309]
- story1-column-3: [306, 220, 401, 286]
- story6-body: ಬೆಂಗಳೂರು ವಿದ್ಯುತ್ ಸರಬರಾಜು ಕಂಪನಿಯ 220/66/11 ಕೆವಿ ಉಪಕೇಂದ್ರದಲ್ಲಿ ತುರ್ತು ನಿರ್ವಹಣಾ ಕಾಮಗಾರಿ ಹಮ್ಮಿಕೊಂಡಿರುವುದರಿಂದ ಸೆ.25 ರಂದು ಬೆಳಿಗ್ಗೆ 10 ರಿಂದ ಸಂಜೆ 5 ಗಂಟೆಯವರೆಗೆ ಸುತ್ತಮುತ್ತಲಿನ ಪ್ರದೇಶಗಳಲ್ಲಿ ವಿದ್ಯುತ್ ವ್ಯತ್ಯಯ ಉಂಟಾಗಲಿದೆ. ಸಾರ್ವಜನಿಕರು ಸಹಕರಿಸಬೇಕು ಎಂದು ಕಂಪನಿಯ ಪ್ರಕಟಣೆ ತಿಳಿಸಿದೆ.: [520, 868, 680, 892]
- story1-body: ಸಹಕಾರ ಸಂಘಗಳು ಲಾಭದತ್ತ ಸಾಗಲು ಸಂಘದ ಸದಸ್ಯರ ಸಹಕಾರ ಅತ್ಯಗತ್ಯ ಎಂದು ಪಿಎಲ್‌ಡಿ ಬ್ಯಾಂಕ್ ಅಧ್ಯಕ್ಷ ಎಂ.ಸಿ.ವೆಂಕಟರಮಣಪ್ಪ ಹೇಳಿದರು. ನಗರದ ಪಿಎಲ್‌ಡಿ ಬ್ಯಾಂಕ್ ಆವರಣದಲ್ಲಿ ಹಮ್ಮಿಕೊಂಡಿದ್ದ 84ನೇ ಸರ್ವಸದಸ್ಯರ ವಾರ್ಷಿಕ ಮಹಾಸಭೆಯಲ್ಲಿ ಮಾತನಾಡಿದ ಅವರು, ಪಿಎಲ್‌ಡಿ ಬ್ಯಾಂಕ್ 1940ರಲ್ಲಿ ಸ್ಥಾಪನೆಯಾಗಿ 84 ವರ್ಷ ಪೂರೈಸಿದೆ. ರೈತರಿಗೆ ಅವಶ್ಯಕ ಹಣಕಾಸು ನೆರವನ್ನು ದೀರ್ಘಾವಧಿಯ ಸಾಲದ ರೂಪದಲ್ಲಿ ನೀಡುತ್ತಾ ಬರುತ್ತಿದೆ. ಸದಸ್ಯರು ಪಡೆದ ಸಾಲವನ್ನು ಸಕಾಲದಲ್ಲಿ ಮರುಪಾವತಿ ಮಾಡಿದರೆ ಮಾತ್ರ ಸಂಘವು ಅಭಿವೃದ್ಧಿ ಹೊಂದಲು ಸಾಧ್ಯ. 2023–24 ನೇ ಸಾಲಿನಲ್ಲಿ ಬ್ಯಾಂಕಿನ ಸದಸ್ಯ ರೈತರಿಗೆ 365.58 ಲಕ್ಷ ರೂಪಾಯಿ ಸಾಲ ವಿತರಣೆ ಮಾಡಲಾಗಿದ್ದು, ಸಾಲ ವಸೂಲಾತಿಯಲ್ಲಿ ಶೇ.94.56 ರಷ್ಟು ಪ್ರಗತಿ ಸಾಧಿಸಲಾಗಿದೆ. ಮುಂದಿನ ದಿನಗಳಲ್ಲಿ ಇನ್ನೂ ಹೆಚ್ಚಿನ ರೈತರಿಗೆ ಸಾಲ ಸೌಲಭ್ಯ ಒದಗಿಸುವ ಗುರಿ ಹೊಂದಲಾಗಿದೆ ಎಂದರು. ಈ ಸಂದರ್ಭದಲ್ಲಿ ಬ್ಯಾಂಕಿನ ಉಪಾಧ್ಯಕ್ಷ, ನಿರ್ದೇಶಕರು, ಸಿಬ್ಬಂದಿ ವರ್ಗ ಹಾಗೂ ಸದಸ್ಯರು ಹಾಜರಿದ್ದರು.: [40, 112, 116, 232]
- health-column-text: [526, 76, 674, 261]
- story1-column-2: [122, 106, 200, 286]
- story2-body-continued-3: ಗೌರಿಬಿದನೂರು ಟು ಚಿಕ್ಕಬಳ್ಳಾಪುರ ರಾಷ್ಟ್ರೀಯ ಹೆದ್ದಾರಿ ರಸ್ತೆ ಕಾಮಗಾರಿ ಆರಂಭವಾಗಿ ಹಲವು ವರ್ಷಗಳು ಕಳೆದರೂ ಪೂರ್ಣಗೊಂಡಿಲ್ಲ ಎಂದು ಸಾರ್ವಜನಿಕರ ದೂರಿನ ಮೇರೆಗೆ ಸಂಸದ ಡಾ.ಕೆ.ಸುಧಾಕರ್ ಅಧಿಕಾರಿಗಳೊಂದಿಗೆ ಸ್ಥಳ ಪರಿಶೀಲನೆ ನಡೆಸಿದರು. ರಸ್ತೆಯ ಮೂಲಕ ಗೌರಿಬಿದನೂರು ಹಾಗೂ ಚಿಕ್ಕಬಳ್ಳಾಪುರ ನಡುವಿನ ಸಂಚಾರ ಸುಗಮವಾಗಬೇಕು. ಕಾಮಗಾರಿಯನ್ನು ತ್ವರಿತವಾಗಿ ಪೂರ್ಣಗೊಳಿಸಲು ಗುತ್ತಿಗೆದಾರರಿಗೆ ಸೂಚನೆ ನೀಡಲಾಗಿದೆ. ಗುಣಮಟ್ಟದಲ್ಲಿ ಯಾವುದೇ ರಾಜಿ ಇಲ್ಲದೆ ಕೆಲಸ ನಿರ್ವಹಿಸಬೇಕು. ಭೂಸ್ವಾಧೀನ ಪರಿಹಾರ ವಿತರಣೆಯಲ್ಲಿ ವಿಳಂಬವಾಗದಂತೆ ಕ್ರಮ ವಹಿಸಲಾಗುವುದು ಎಂದರು. ಒಟ್ಟು 398 ಕೋಟಿ ರೂಪಾಯಿ ವೆಚ್ಚದ ಈ ಯೋಜನೆಯಲ್ಲಿ ಸೇತುವೆಗಳು, ಮೋರಿಗಳು ಹಾಗೂ ಸರ್ವಿಸ್ ರಸ್ತೆಗಳ ನಿರ್ಮಾಣ ಕಾರ್ಯ ನಡೆಯುತ್ತಿದೆ. ಇನ್ನು 50 ದಿನಗಳಲ್ಲಿ ಪ್ರಮುಖ ಕಾಮಗಾರಿಗಳನ್ನು ಮುಗಿಸಲು ಸೂಚಿಸಲಾಗಿದೆ. ಈ ಸಂದರ್ಭದಲ್ಲಿ ರಾಷ್ಟ್ರೀಯ ಹೆದ್ದಾರಿ ಪ್ರಾಧಿಕಾರದ ಅಧಿಕಾರಿಗಳು, ಸ್ಥಳೀಯ ಮುಖಂಡರು ಹಾಗೂ ಕಾರ್ಯಕರ್ತರು ಹಾಜರಿದ್ದರು.: [132, 458, 220, 566]
- health-column-box: [520, 53, 680, 293]
- story4-body-continued: ಜಿಲ್ಲೆಯಲ್ಲಿ ಅತಿವೃಷ್ಟಿಯಿಂದ ಹಾನಿಗೊಳಗಾದ ಬೆಳೆಗಳಿಗೆ ಪರಿಹಾರ ವಿತರಣೆಯಲ್ಲಿ ಯಾವುದೇ ವಿಳಂಬವಾಗಬಾರದು. ಹಾನಿಗೊಳಗಾದ ರಸ್ತೆ ಹಾಗೂ ಸೇತುವೆಗಳ ದುರಸ್ತಿಗೆ ತಕ್ಷಣ ಕ್ರಮ ಕೈಗೊಳ್ಳಬೇಕು ಎಂದು ಸಂಸದ ಜಗದೀಶ ಶೆಟ್ಟರ್ ಅಧಿಕಾರಿಗಳಿಗೆ ಸೂಚನೆ ನೀಡಿದರು. ಜಿಲ್ಲಾ ಪಂಚಾಯತ್ ಸಭಾಂಗಣದಲ್ಲಿ ನಡೆದ ತ್ರೈಮಾಸಿಕ ಜಿಲ್ಲಾ ಅಭಿವೃದ್ಧಿ ಸಮನ್ವಯ ಮತ್ತು ಮೇಲುಸ್ತುವಾರಿ ಸಮಿತಿ ಸಭೆಯ ಅಧ್ಯಕ್ಷತೆ ವಹಿಸಿ ಅವರು ಮಾತನಾಡಿದರು. 2024–25ನೇ ಸಾಲಿನಲ್ಲಿ ಕೇಂದ್ರ ಪುರಸ್ಕೃತ ಯೋಜನೆಗಳ ಅನುಷ್ಠಾನದಲ್ಲಿ ಪ್ರಗತಿ ಸಾಧಿಸಬೇಕು. ನರೇಗಾ ಯೋಜನೆಯಡಿ ಗ್ರಾಮೀಣ ಭಾಗದ ಜನರಿಗೆ ಉದ್ಯೋಗ ಒದಗಿಸಬೇಕು. ಜಲಜೀವನ್ ಮಿಷನ್ ಯೋಜನೆಯ ಕಾಮಗಾರಿಗಳನ್ನು ನಿಗದಿತ ಅವಧಿಯಲ್ಲಿ ಪೂರ್ಣಗೊಳಿಸಬೇಕು. ಪ್ರಧಾನಮಂತ್ರಿ ಆವಾಸ್ ಯೋಜನೆಯಡಿ ಅರ್ಹ ಫಲಾನುಭವಿಗಳಿಗೆ ಮನೆ ನಿರ್ಮಿಸಿಕೊಡಬೇಕು. ಕೃಷಿ, ತೋಟಗಾರಿಕೆ, ಆರೋಗ್ಯ ಹಾಗೂ ಶಿಕ್ಷಣ ಇಲಾಖೆಗಳ ಪ್ರಗತಿ ಪರಿಶೀಲನೆ ನಡೆಸಲಾಯಿತು. ರೈತರ ಸಮಸ್ಯೆಗಳಿಗೆ ಸ್ಪಂದಿಸಿ ಕಾಲಮಿತಿಯೊಳಗೆ ಪರಿಹಾರ ಕಲ್ಪಿಸಬೇಕು. ಶಾಲಾ ಕಟ್ಟಡಗಳ ದುರಸ್ತಿ, ಅಂಗನವಾಡಿ ಕೇಂದ್ರಗಳ ನಿರ್ಮಾಣ ಹಾಗೂ ಕುಡಿಯುವ ನೀರಿನ ಸಮಸ್ಯೆ ಬಗೆಹರಿಸಲು ಆದ್ಯತೆ ನೀಡಬೇಕು. ಸಭೆಯಲ್ಲಿ ಜಿಲ್ಲಾಧಿಕಾರಿ, ಜಿಲ್ಲಾ ಪಂಚಾಯತ್ ಮುಖ್ಯ ಕಾರ್ಯನಿರ್ವಾಹಕ ಅಧಿಕಾರಿ, ಸಮಿತಿಯ ಸದಸ್ಯರು ಹಾಗೂ ವಿವಿಧ ಇಲಾಖೆಗಳ ಅಧಿಕಾರಿಗಳು ಉಪಸ್ಥಿತರಿದ್ದರು.: [120, 753, 190, 933]
- story1-body-continued-3: ಸಹಕಾರ ಸಂಘಗಳು ಲಾಭದತ್ತ ಸಾಗಲು ಸಂಘದ ಸದಸ್ಯರ ಸಹಕಾರ ಅತ್ಯಗತ್ಯ ಎಂದು ಪಿಎಲ್‌ಡಿ ಬ್ಯಾಂಕ್ ಅಧ್ಯಕ್ಷ ಎಂ.ಸಿ.ವೆಂಕಟರಮಣಪ್ಪ ಹೇಳಿದರು. ನಗರದ ಪಿಎಲ್‌ಡಿ ಬ್ಯಾಂಕ್ ಆವರಣದಲ್ಲಿ ಹಮ್ಮಿಕೊಂಡಿದ್ದ 84ನೇ ಸರ್ವಸದಸ್ಯರ ವಾರ್ಷಿಕ ಮಹಾಸಭೆಯಲ್ಲಿ ಮಾತನಾಡಿದ ಅವರು, ಪಿಎಲ್‌ಡಿ ಬ್ಯಾಂಕ್ 1940ರಲ್ಲಿ ಸ್ಥಾಪನೆಯಾಗಿ 84 ವರ್ಷ ಪೂರೈಸಿದೆ. ರೈತರಿಗೆ ಅವಶ್ಯಕ ಹಣಕಾಸು ನೆರವನ್ನು ದೀರ್ಘಾವಧಿಯ ಸಾಲದ ರೂಪದಲ್ಲಿ ನೀಡುತ್ತಾ ಬರುತ್ತಿದೆ. ಸದಸ್ಯರು ಪಡೆದ ಸಾಲವನ್ನು ಸಕಾಲದಲ್ಲಿ ಮರುಪಾವತಿ ಮಾಡಿದರೆ ಮಾತ್ರ ಸಂಘವು ಅಭಿವೃದ್ಧಿ ಹೊಂದಲು ಸಾಧ್ಯ. 2023–24 ನೇ ಸಾಲಿನಲ್ಲಿ ಬ್ಯಾಂಕಿನ ಸದಸ್ಯ ರೈತರಿಗೆ 365.58 ಲಕ್ಷ ರೂಪಾಯಿ ಸಾಲ ವಿತರಣೆ ಮಾಡ: [408, 220, 505, 286]
- newspaper-title: ಬಯಲು ಸಿಂಹ: [314, 24, 406, 45]
- story3-column-2: [475, 468, 575, 588]
- story1-caption-box: [205, 220, 300, 286]
- story4-column-5: [350, 688, 428, 1013]
- story1-caption: 6032 ಸದಸ್ಯರನ್ನೊಳಗೊಂಡ ಈ ಪ್ರೈತ್ರಿ ರೈತರು ಕುಟುಂಬಗಳಿಗೆ ಎಲ್ಲಾ ಯೋಜನೆಗಳಲ್ಲಿ 12.60 ಕೋಟಿ ರೂಪಾಯಿ ಸಾಲ ವಿತರಣೆ ಮಾಡಲಾಗಿದೆ.: [205, 220, 300, 238]
- story3-column-1: [370, 468, 470, 588]
- story2-column-3: [40, 458, 128, 588]
- author-name: Dr pradeep N: [527, 264, 580, 272]
- clinic-phone: 9964185401: [527, 281, 576, 290]
- story4-dateline: ಬೆಳಗಾವಿ ಸೆ.20: [40, 753, 68, 759]
- story1-headline: ಸಹಕಾರ ಸಂಘಗಳು ಲಾಭಾಂಶದತ್ತ ಸಾಗಲು ಸಮರ್ಪಕ ಆರ್ಥಿಕ ವಹಿವಾಟಿನ ಜತೆಗೆ ಸಹಕಾರವು ಅಗತ್ಯ ಅಧ್ಯಕ್ಷ ಎಂ.ಸಿ.ವೆಂಕಟರಮಣಪ್ಪ: [40, 57, 494, 93]
